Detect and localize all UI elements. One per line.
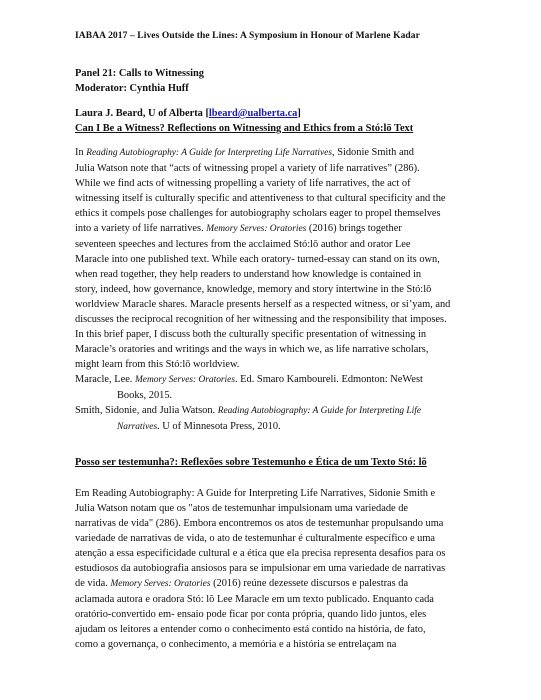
references: Maracle, Lee. Memory Serves: Oratories. Ed. Smaro Kamboureli. Edmonton: NeWest Books, 2015. Smith, Sidonie, and Julia Watson. Reading Autobiography: A Guide for Interpreting Life Narratives. U of Minnesota Press, 2010. — [75, 372, 475, 435]
reference-item: Maracle, Lee. Memory Serves: Oratories. Ed. Smaro Kamboureli. Edmonton: NeWest — [75, 374, 423, 385]
abstract-english: In Reading Autobiography: A Guide for Interpreting Life Narratives, Sidonie Smith and Julia Watson note that “acts of witnessing propel a variety of life narratives” (286). While we find acts of witnessing propelling a variety of life narratives, the act of witnessing itself is culturally specific and attentiveness to that cultural specificity and the ethics it compels pose challenges for autobiography scholars eager to propel themselves into a variety of life narratives. Memory Serves: Oratories (2016) brings together seventeen speeches and lectures from the acclaimed Stó:lō author and orator Lee Maracle into one published text. While each oratory- turned-essay can stand on its own, when read together, they help readers to understand how knowledge is contained in story, indeed, how governance, knowledge, memory and story intertwine in the Stó:lō worldview Maracle shares. Maracle presents herself as a respected witness, or si’yam, and discusses the reciprocal recognition of her witnessing and the responsibility that imposes. In this brief paper, I discuss both the culturally specific presentation of witnessing in Maracle’s oratories and writings and the ways in which we, as life narrative scholars, might learn from this Stó:lō worldview. — [75, 147, 451, 370]
abstract-portuguese: Em Reading Autobiography: A Guide for Interpreting Life Narratives, Sidonie Smith e Julia Watson notam que os "atos de testemunhar impulsionam uma variedade de narrativas de vida" (286). Embora encontremos os atos de testemunhar propulsando uma variedade de narrativas de vida, o ato de testemunhar é culturalmente específico e uma atenção a essa especificidade cultural e a ética que ela precisa representa desafios para os estudiosos da autobiografia ansiosos para se impulsionar em uma variedade de narrativas de vida. Memory Serves: Oratories (2016) reúne dezessete discursos e palestras da aclamada autora e oradora Stó: lõ Lee Maracle em um texto publicado. Enquanto cada oratório-convertido em- ensaio pode ficar por conta própria, quando lido juntos, eles ajudam os leitores a entender como o conhecimento está contido na história, de fato, como a governança, o conhecimento, a memória e a história se entrelaçam na — [75, 488, 446, 650]
paper-title: Can I Be a Witness? Reflections on Witnessing and Ethics from a Stó:lō Text — [75, 123, 414, 134]
paper-title-portuguese: Posso ser testemunha?: Reflexões sobre Testemunho e Ética de um Texto Stó: lõ — [75, 457, 427, 468]
running-header: IABAA 2017 – Lives Outside the Lines: A Symposium in Honour of Marlene Kadar — [75, 31, 420, 41]
author-line: Laura J. Beard, U of Alberta [lbeard@ualberta.ca] — [75, 108, 301, 119]
reference-item: Smith, Sidonie, and Julia Watson. Reading Autobiography: A Guide for Interpreting Life — [75, 405, 422, 416]
panel-title: Panel 21: Calls to Witnessing Moderator: Cynthia Huff — [75, 66, 475, 96]
author-email-link[interactable]: lbeard@ualberta.ca — [208, 108, 298, 119]
author-block — [75, 106, 475, 136]
moderator: Moderator: Cynthia Huff — [75, 83, 189, 94]
